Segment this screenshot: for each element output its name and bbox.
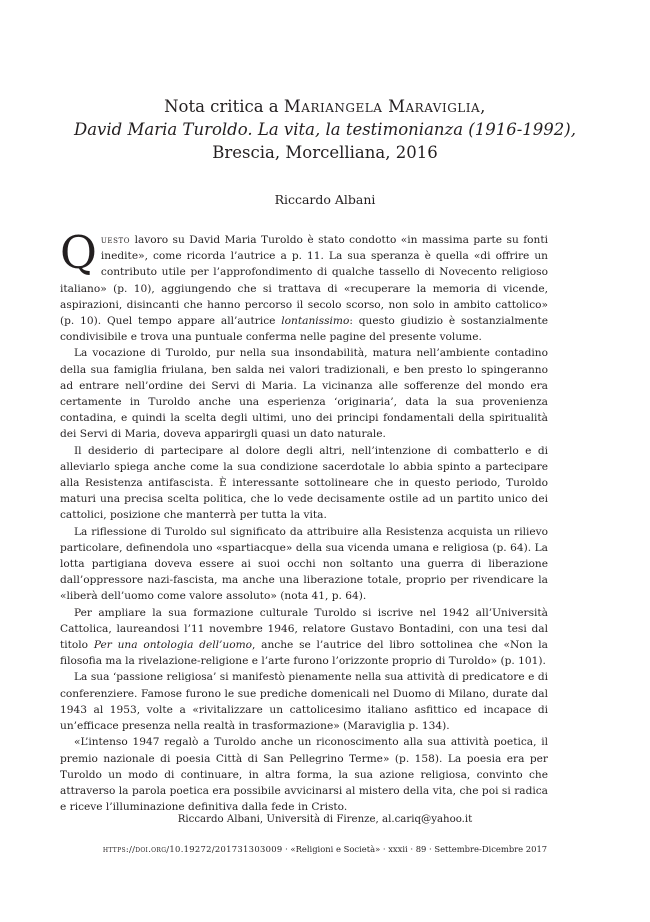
title-book-author: Mariangela Maraviglia, xyxy=(283,97,486,116)
drop-cap: Q xyxy=(60,226,97,279)
title-line-1 xyxy=(60,95,590,118)
paragraph-1-end: : questo giudizio è sostanzialmente condivisibile e trova una puntuale conferma nelle pagine del presente volume. xyxy=(60,315,549,344)
title-line-3: Brescia, Morcelliana, 2016 xyxy=(212,143,438,162)
article-title xyxy=(60,95,590,164)
paragraph-2: La vocazione di Turoldo, pur nella sua insondabilità, matura nell’ambiente contadino della sua famiglia friulana, ben salda nei valori tradizionali, e ben presto lo spingeranno ad entrare nell’ordine dei Servi di Maria. La vicinanza alle sofferenze del mondo era certamente in Turoldo anche una esperienza ‘originaria’, data la sua provenienza contadina, e quindi la scelta degli ultimi, uno dei principi fondamentali della spiritualità dei Servi di Maria, doveva apparirgli quasi un dato naturale. xyxy=(60,347,548,441)
journal-info: · «Religioni e Società» · xxxii · 89 · Settembre-Dicembre 2017 xyxy=(282,844,548,854)
paragraph-5-text: Per ampliare la sua formazione culturale Turoldo si iscrive nel 1942 all’Università Cattolica, laureandosi l’11 novembre 1946, relatore Gustavo Bontadini, con una tesi dal titolo xyxy=(60,606,548,652)
paragraph-6: La sua ‘passione religiosa’ si manifestò pienamente nella sua attività di predicatore e di conferenziere. Famose furono le sue prediche domenicali nel Duomo di Milano, durate dal 1943 al 1953, volte a «rivitalizzare un cattolicesimo italiano asfittico ed incapace di un’efficace presenza nella realtà in trasformazione» (Maraviglia p. 134). xyxy=(60,671,548,733)
author-affiliation: Riccardo Albani, Università di Firenze, al.cariq@yahoo.it xyxy=(177,814,473,825)
paragraph-1-text: lavoro su David Maria Turoldo è stato condotto «in massima parte su fonti inedite», come ricorda l’autrice a p. 11. La sua speranza è quella «di offrire un contributo utile per l’approfondimento di qualche tassello di Novecento religioso italiano» (p. 10), aggiungendo che si trattava di «recuperare la memoria di vicende, aspirazioni, disincanti che hanno percorso il secolo scorso, non solo in ambito cattolico» (p. 10). Quel tempo appare all’autrice xyxy=(60,234,548,328)
title-line-2: David Maria Turoldo. La vita, la testimonianza (1916-1992), xyxy=(73,120,576,139)
paragraph-1 xyxy=(60,226,549,345)
paragraph-3: Il desiderio di partecipare al dolore degli altri, nell’intenzione di combatterlo e di alleviarlo spiega anche come la sua condizione sacerdotale lo abbia spinto a partecipare alla Resistenza antifascista. È interessante sottolineare che in questo periodo, Turoldo maturi una precisa scelta politica, che lo vede decisamente ostile ad un partito unico dei cattolici, posizione che manterrà per tutta la vita. xyxy=(60,444,548,522)
article-author: Riccardo Albani xyxy=(274,192,376,207)
article-body xyxy=(60,226,549,815)
paragraph-7: «L’intenso 1947 regalò a Turoldo anche un riconoscimento alla sua attività poetica, il premio nazionale di poesia Città di San Pellegrino Terme» (p. 158). La poesia era per Turoldo un modo di continuare, in altra forma, la sua azione religiosa, convinto che attraverso la parola poetica era possibile avvicinarsi al mistero della vita, che poi si radica e riceve l’illuminazione definitiva dalla fede in Cristo. xyxy=(60,736,548,814)
paragraph-5-end: , anche se l’autrice del libro sottolinea che «Non la filosofia ma la rivelazione-religione e l’arte furono l’orizzonte proprio di Turoldo» (p. 101). xyxy=(60,639,548,668)
paragraph-5-italic: Per una ontologia dell’uomo xyxy=(93,639,252,652)
paragraph-4: La riflessione di Turoldo sul significato da attribuire alla Resistenza acquista un rilievo particolare, definendola uno «spartiacque» della sua vicenda umana e religiosa (p. 64). La lotta partigiana doveva essere ai suoi occhi non soltanto una guerra di liberazione dall’oppressore nazi-fascista, ma anche una liberazione totale, proprio per rivendicare la «liberà dell’uomo come valore assoluto» (nota 41, p. 64). xyxy=(60,525,548,603)
paragraph-1-italic: lontanissimo xyxy=(281,315,350,328)
page-footer xyxy=(0,844,650,854)
lead-word: uesto xyxy=(100,234,131,246)
paragraph-5 xyxy=(60,605,548,670)
title-prefix: Nota critica a xyxy=(164,97,284,116)
doi-link[interactable]: https://doi.org/10.19272/201731303009 xyxy=(102,844,283,854)
